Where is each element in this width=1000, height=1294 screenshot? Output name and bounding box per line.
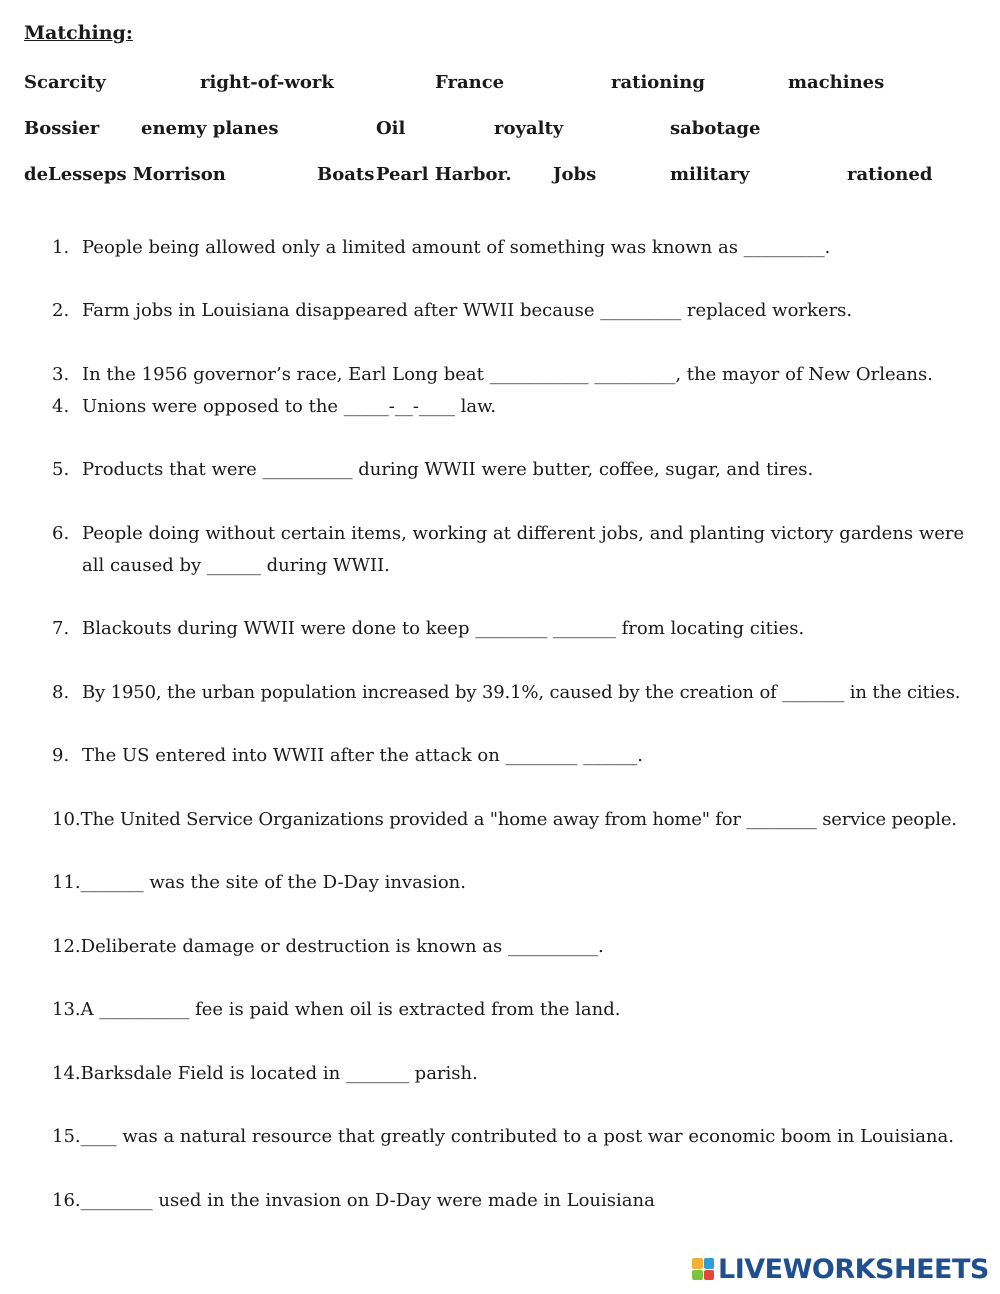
word-bank-item: Bossier — [24, 118, 100, 139]
question-9 — [52, 740, 982, 772]
question-number: 4. — [52, 396, 70, 417]
question-text: The US entered into WWII after the attack on ________ ______. — [82, 745, 643, 766]
question-text: People doing without certain items, working at different jobs, and planting victory gardens were all caused by ______ during WWII. — [82, 523, 965, 576]
question-text: The United Service Organizations provided a "home away from home" for ________ service people. — [80, 809, 957, 830]
question-number: 2. — [52, 300, 70, 321]
word-bank-item: military — [670, 164, 750, 185]
word-bank-row-2 — [0, 118, 1000, 144]
word-bank-item: rationed — [847, 164, 933, 185]
logo-tile — [692, 1270, 703, 1281]
question-number: 10. — [52, 809, 81, 830]
question-number: 5. — [52, 459, 70, 480]
question-text: Deliberate damage or destruction is known as __________. — [80, 936, 604, 957]
question-number: 12. — [52, 936, 81, 957]
question-8 — [52, 677, 982, 709]
question-5 — [52, 454, 982, 486]
question-12 — [52, 931, 982, 963]
word-bank-item: Jobs — [553, 164, 597, 185]
question-text: By 1950, the urban population increased by 39.1%, caused by the creation of _______ in the cities. — [82, 682, 961, 703]
question-text: Unions were opposed to the _____-__-____ law. — [82, 396, 497, 417]
question-number: 6. — [52, 523, 70, 544]
word-bank-item: machines — [788, 72, 885, 93]
word-bank-item: Oil — [376, 118, 406, 139]
question-number: 9. — [52, 745, 70, 766]
word-bank-item: Pearl Harbor. — [376, 164, 512, 185]
word-bank-row-1 — [0, 72, 1000, 98]
logo-icon — [692, 1258, 714, 1280]
page-title: Matching: — [24, 22, 133, 44]
word-bank-item: Scarcity — [24, 72, 106, 93]
logo-text: LIVEWORKSHEETS — [718, 1253, 989, 1285]
question-13 — [52, 994, 982, 1026]
word-bank-item: right-of-work — [200, 72, 334, 93]
question-text: Barksdale Field is located in _______ parish. — [80, 1063, 478, 1084]
word-bank-item: rationing — [611, 72, 705, 93]
question-14 — [52, 1058, 982, 1090]
question-text: Blackouts during WWII were done to keep ________ _______ from locating cities. — [82, 618, 805, 639]
question-3 — [52, 359, 982, 391]
word-bank-item: France — [435, 72, 505, 93]
question-10 — [52, 804, 982, 836]
word-bank-item: sabotage — [670, 118, 761, 139]
question-number: 7. — [52, 618, 70, 639]
question-1 — [52, 232, 982, 264]
question-15 — [52, 1121, 982, 1153]
question-text: In the 1956 governor’s race, Earl Long beat ___________ _________, the mayor of New Orleans. — [82, 364, 933, 385]
question-6 — [52, 518, 982, 582]
question-text: Farm jobs in Louisiana disappeared after WWII because _________ replaced workers. — [82, 300, 853, 321]
word-bank-item: enemy planes — [141, 118, 279, 139]
liveworksheets-logo — [692, 1254, 989, 1284]
word-bank-item: royalty — [494, 118, 564, 139]
logo-tile — [692, 1258, 703, 1269]
question-text: ________ used in the invasion on D-Day were made in Louisiana — [80, 1190, 655, 1211]
question-text: A __________ fee is paid when oil is extracted from the land. — [80, 999, 621, 1020]
question-number: 3. — [52, 364, 70, 385]
question-number: 16. — [52, 1190, 81, 1211]
question-number: 13. — [52, 999, 81, 1020]
question-number: 14. — [52, 1063, 81, 1084]
question-7 — [52, 613, 982, 645]
question-4 — [52, 391, 982, 423]
question-text: Products that were __________ during WWII were butter, coffee, sugar, and tires. — [82, 459, 814, 480]
question-2 — [52, 295, 982, 327]
question-text: _______ was the site of the D-Day invasion. — [80, 872, 466, 893]
question-number: 15. — [52, 1126, 81, 1147]
word-bank-row-3 — [0, 164, 1000, 190]
word-bank-item: deLesseps Morrison — [24, 164, 226, 185]
logo-tile — [704, 1270, 715, 1281]
question-16 — [52, 1185, 982, 1217]
question-11 — [52, 867, 982, 899]
question-text: ____ was a natural resource that greatly contributed to a post war economic boom in Louisiana. — [80, 1126, 954, 1147]
question-number: 1. — [52, 237, 70, 258]
word-bank-item: Boats — [317, 164, 375, 185]
question-number: 11. — [52, 872, 81, 893]
logo-tile — [704, 1258, 715, 1269]
question-number: 8. — [52, 682, 70, 703]
question-text: People being allowed only a limited amount of something was known as _________. — [82, 237, 831, 258]
